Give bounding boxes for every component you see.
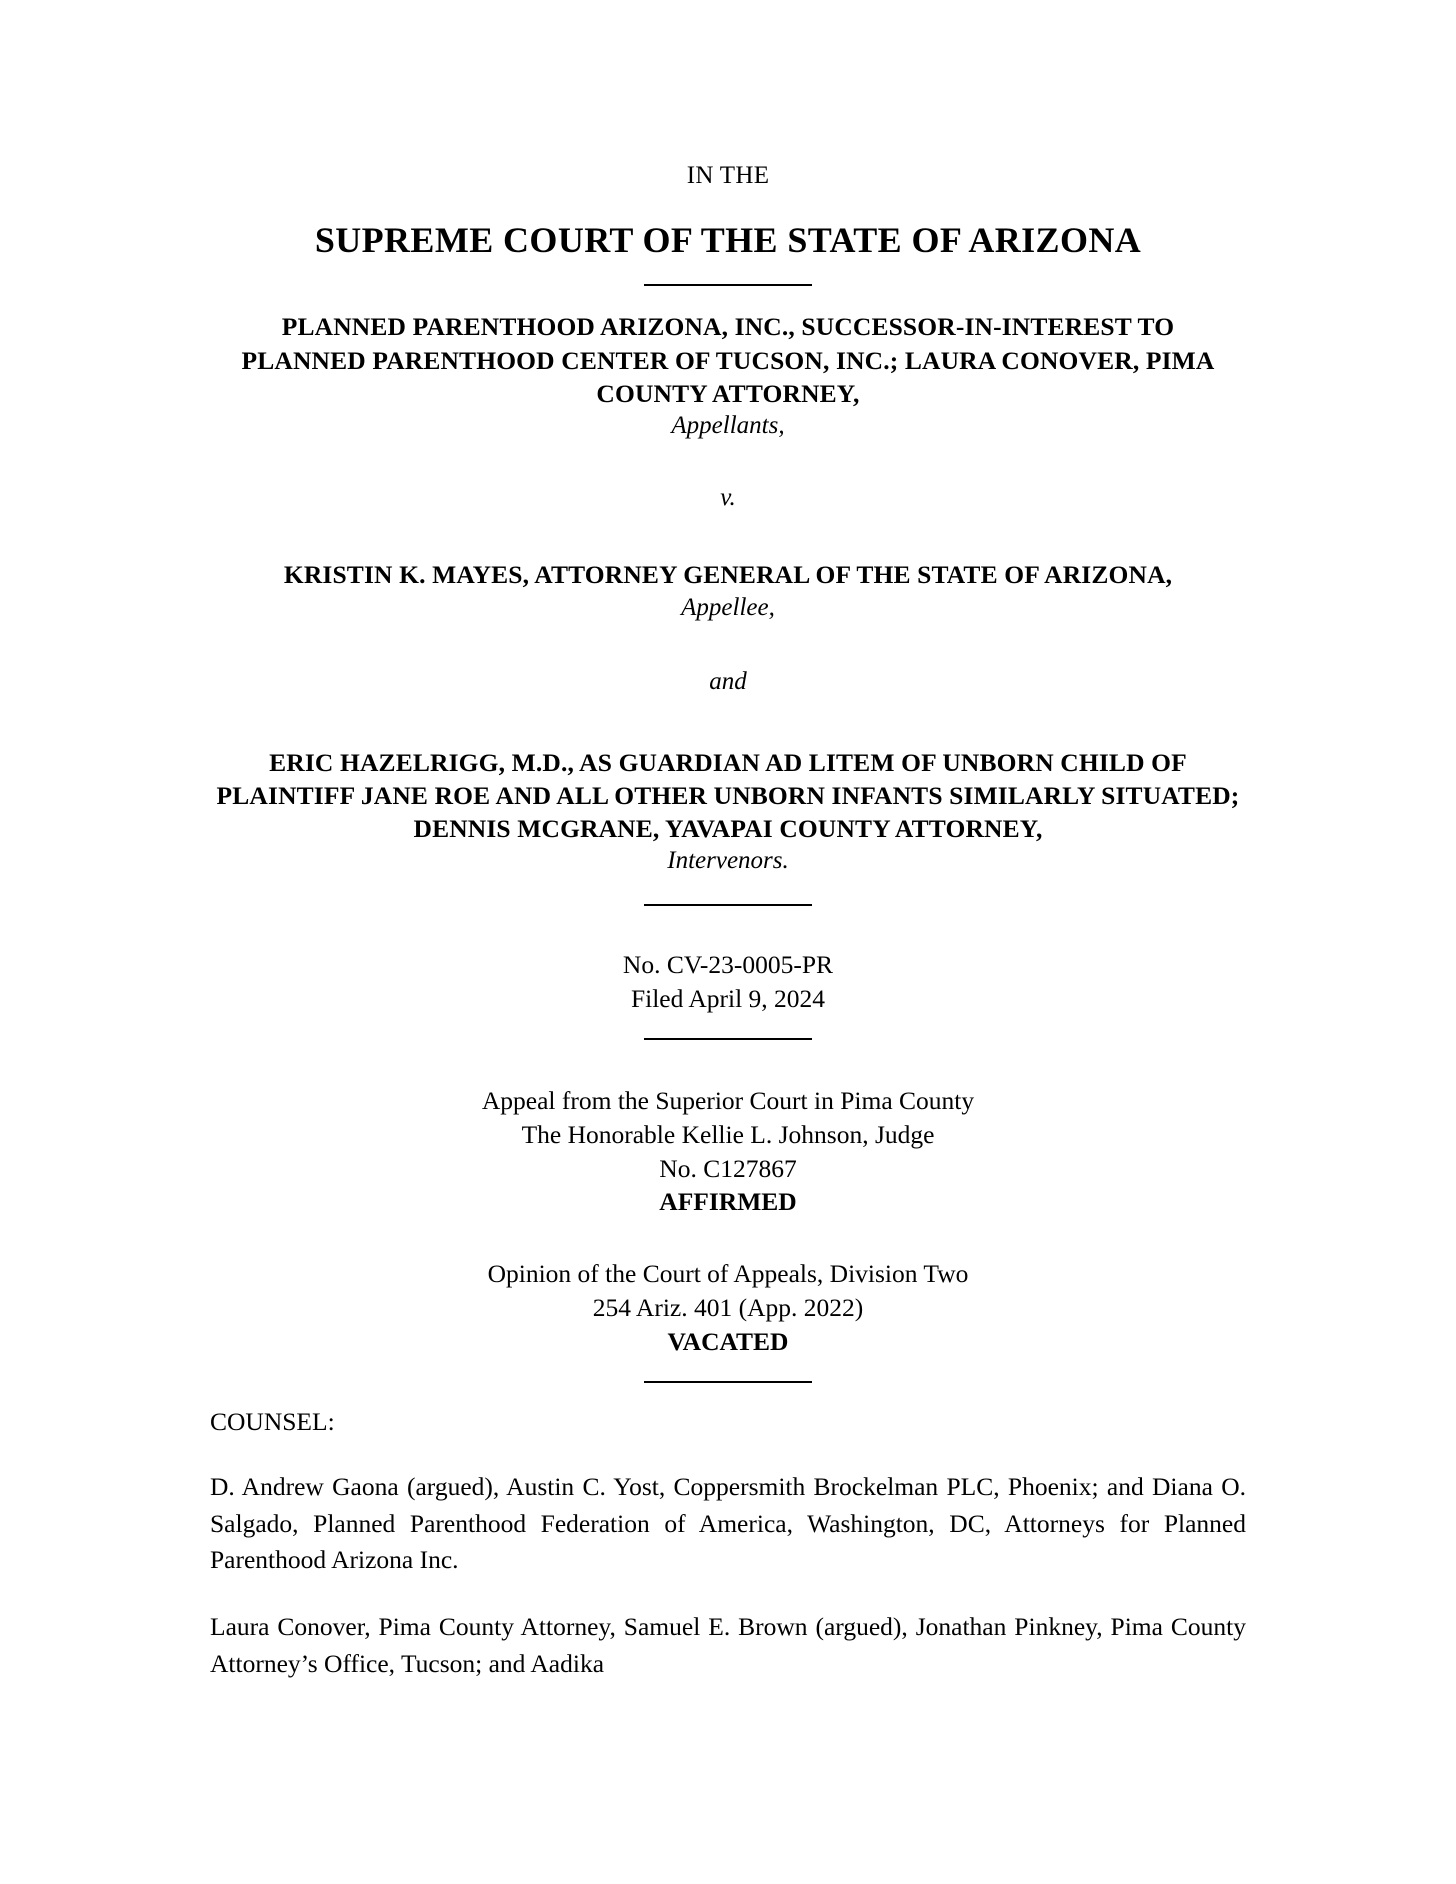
case-separator-rule <box>210 1038 1246 1040</box>
horizontal-rule <box>644 284 812 286</box>
intervenors-name-line-3: DENNIS MCGRANE, YAVAPAI COUNTY ATTORNEY, <box>413 814 1043 844</box>
appellants-name-line-3: COUNTY ATTORNEY, <box>596 378 860 408</box>
intervenors-name-line-1: ERIC HAZELRIGG, M.D., AS GUARDIAN AD LITEM OF UNBORN CHILD OF <box>269 748 1187 777</box>
appeal-source-line: Appeal from the Superior Court in Pima County <box>481 1085 975 1115</box>
intervenors-block <box>210 746 1246 878</box>
appellee-block <box>210 558 1246 624</box>
appellants-name-line-1: PLANNED PARENTHOOD ARIZONA, INC., SUCCESSOR-IN-INTEREST TO <box>281 312 1175 342</box>
horizontal-rule <box>644 904 812 906</box>
appellee-role-label: Appellee, <box>681 593 775 621</box>
horizontal-rule <box>644 1381 812 1383</box>
preamble-text: IN THE <box>686 162 770 189</box>
counsel-separator-rule <box>210 1381 1246 1383</box>
parties-separator-rule <box>210 904 1246 906</box>
case-info-block <box>210 948 1246 1016</box>
appeal-judge-line: The Honorable Kellie L. Johnson, Judge <box>521 1119 935 1149</box>
versus-label: v. <box>720 484 736 512</box>
court-title: SUPREME COURT OF THE STATE OF ARIZONA <box>314 220 1142 261</box>
opinion-below-block <box>210 1257 1246 1359</box>
trial-court-number: No. C127867 <box>659 1153 797 1183</box>
appeal-info-block <box>210 1084 1246 1220</box>
conjunction-label: and <box>709 668 747 695</box>
opinion-below-court-line: Opinion of the Court of Appeals, Division Two <box>487 1259 969 1289</box>
opinion-below-disposition: VACATED <box>667 1327 789 1357</box>
page-content <box>210 160 1246 1683</box>
filed-date: Filed April 9, 2024 <box>630 983 826 1013</box>
appellants-block <box>210 310 1246 442</box>
opinion-below-citation: 254 Ariz. 401 (App. 2022) <box>592 1293 864 1323</box>
intervenors-name-line-2: PLAINTIFF JANE ROE AND ALL OTHER UNBORN INFANTS SIMILARLY SITUATED; <box>216 781 1240 811</box>
title-separator-rule <box>210 284 1246 286</box>
appeal-disposition: AFFIRMED <box>659 1187 797 1217</box>
appellants-name-line-2: PLANNED PARENTHOOD CENTER OF TUCSON, INC.; LAURA CONOVER, PIMA <box>241 345 1215 375</box>
appellants-role-label: Appellants, <box>671 411 785 439</box>
horizontal-rule <box>644 1038 812 1040</box>
counsel-section-label: COUNSEL: <box>210 1407 335 1437</box>
counsel-paragraph-2: Laura Conover, Pima County Attorney, Samuel E. Brown (argued), Jonathan Pinkney, Pima County Attorney’s Office, Tucson; and Aadika <box>210 1612 1246 1678</box>
appellee-name-line-1: KRISTIN K. MAYES, ATTORNEY GENERAL OF THE STATE OF ARIZONA, <box>283 560 1173 590</box>
intervenors-role-label: Intervenors. <box>667 847 789 875</box>
counsel-paragraph-1: D. Andrew Gaona (argued), Austin C. Yost, Coppersmith Brockelman PLC, Phoenix; and Diana O. Salgado, Planned Parenthood Federation of America, Washington, DC, Attorneys for Planned Parenthood Arizona Inc. <box>210 1471 1246 1575</box>
case-number: No. CV-23-0005-PR <box>622 949 834 979</box>
